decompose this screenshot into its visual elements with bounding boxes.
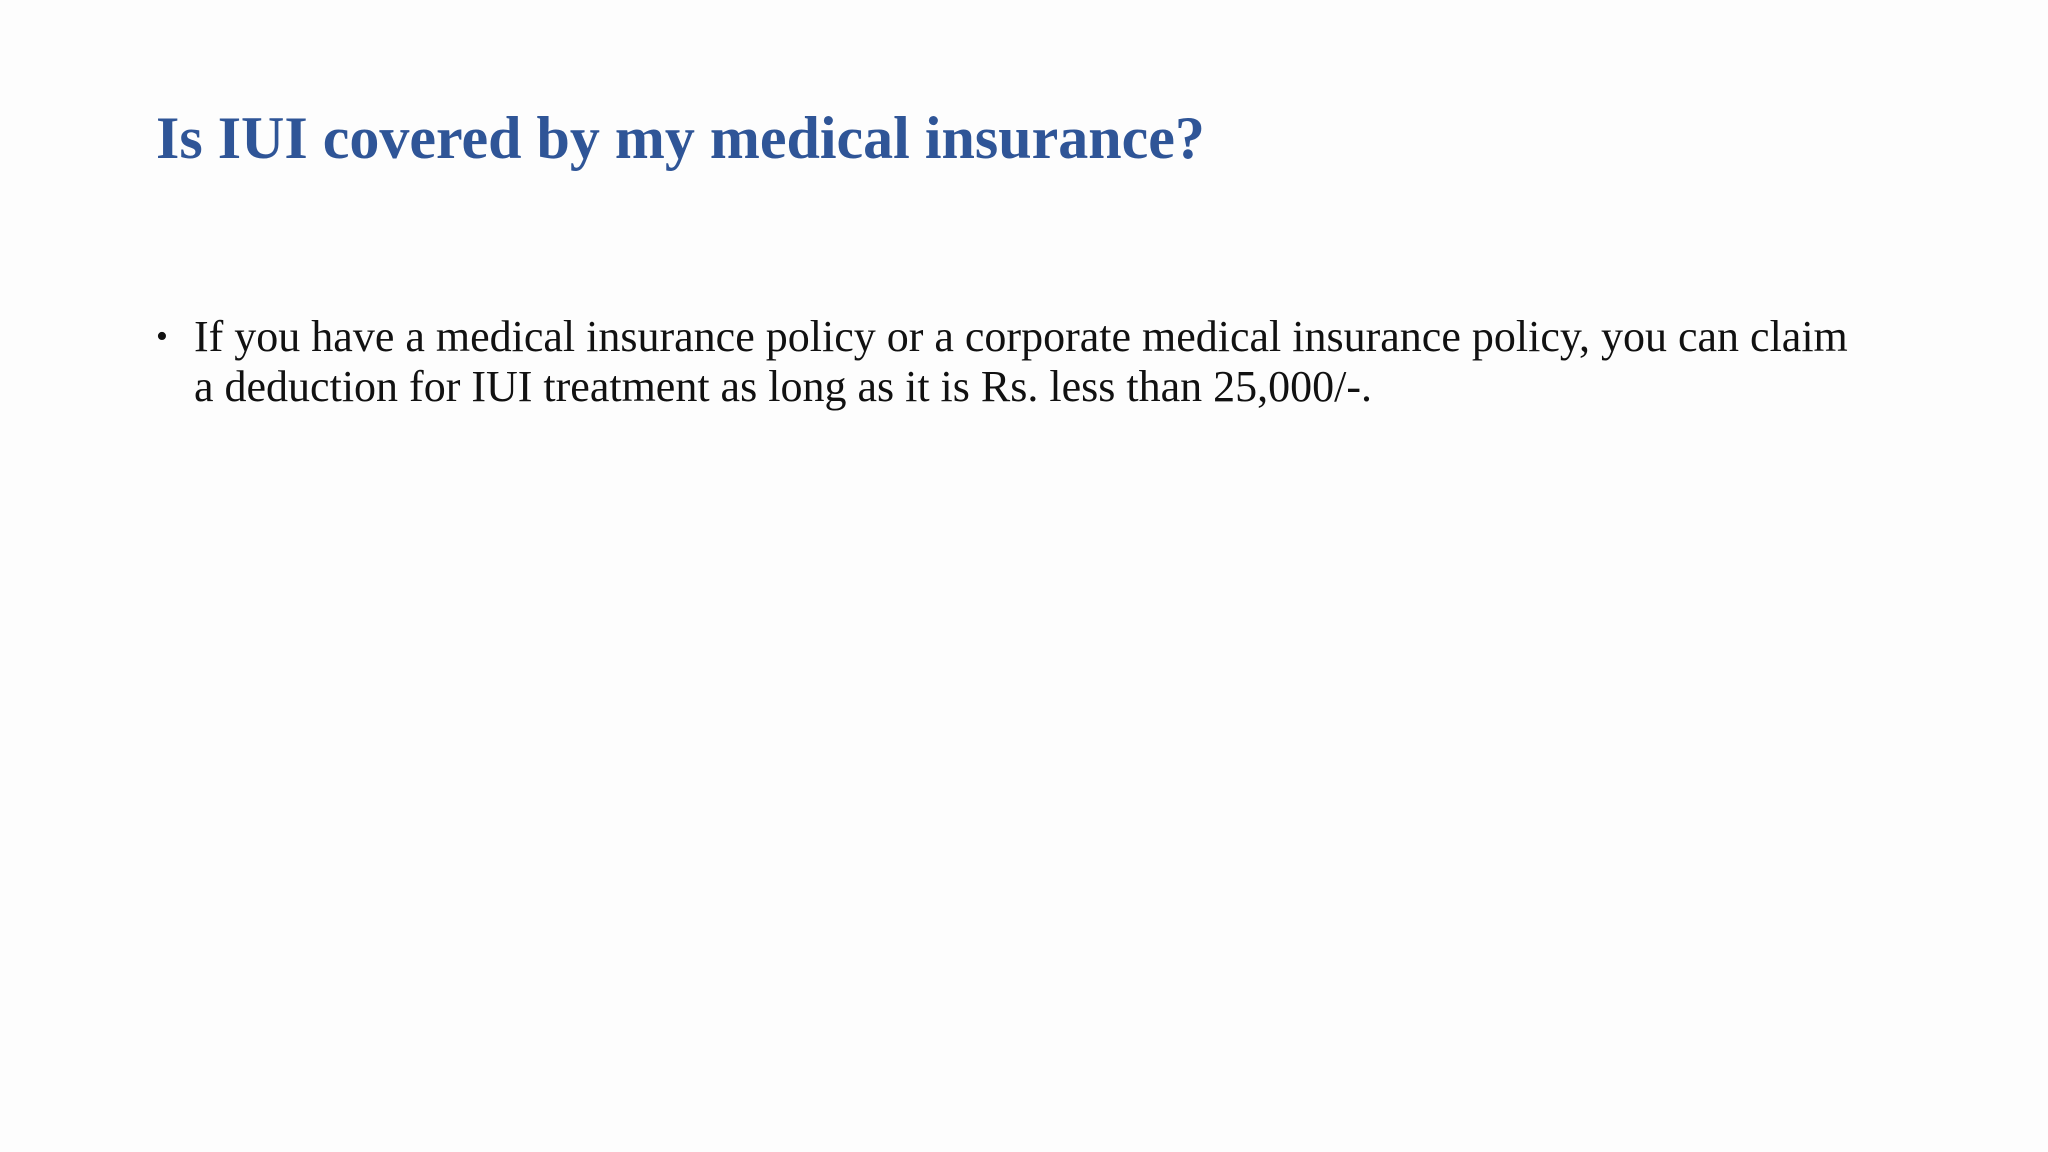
bullet-text: If you have a medical insurance policy or a corporate medical insurance policy, you can claim a deduction for IUI treatment as long as it is Rs. less than 25,000/-. <box>194 312 1848 411</box>
slide-title: Is IUI covered by my medical insurance? <box>156 105 1205 171</box>
bullet-list <box>156 312 1856 412</box>
bullet-marker: • <box>156 318 168 355</box>
bullet-item <box>156 312 1856 412</box>
